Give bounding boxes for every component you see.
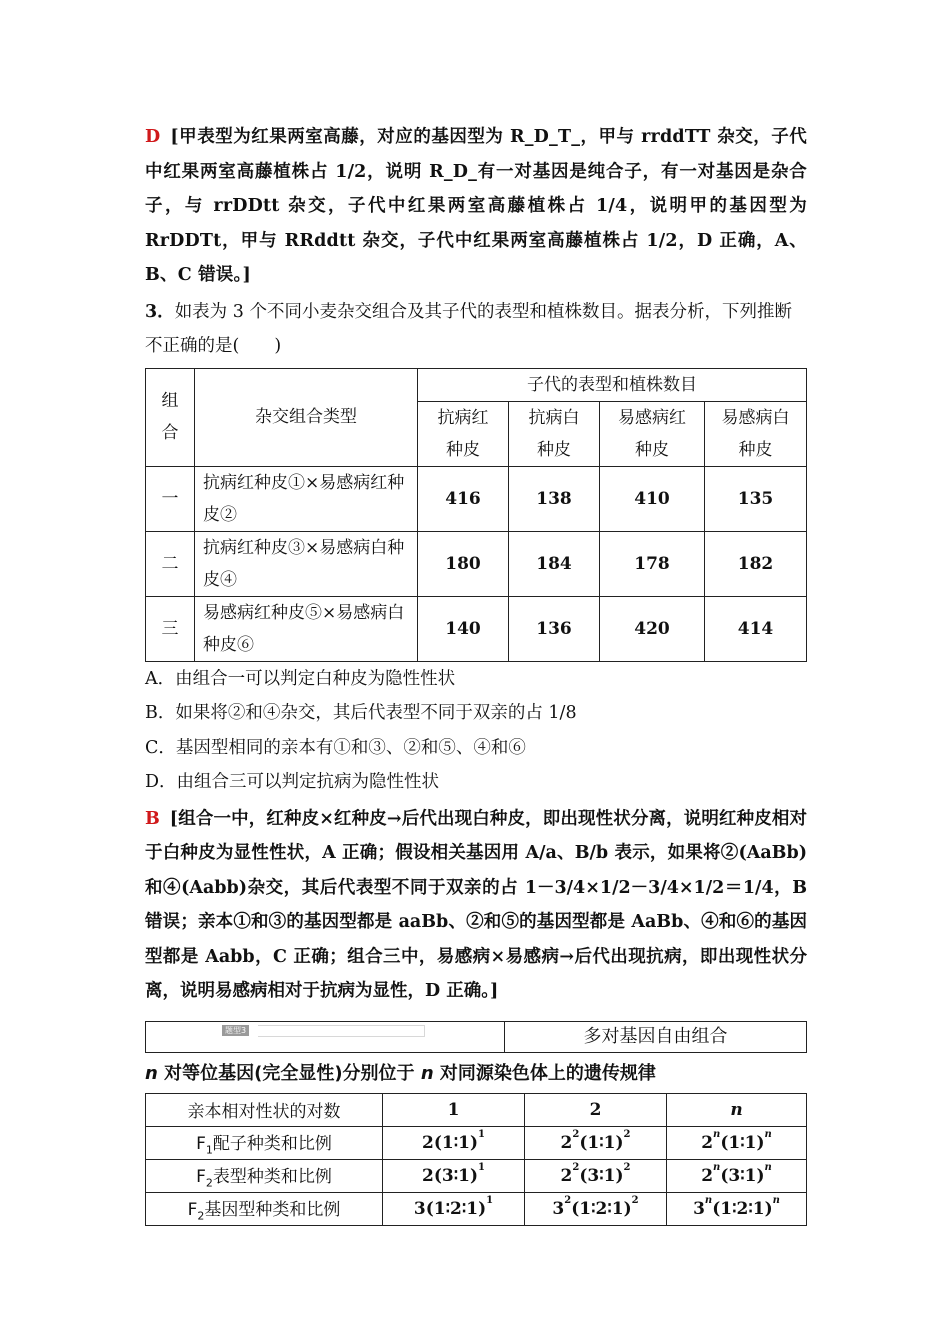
row-label-f2-genotype: $F_2$基因型种类和比例	[146, 1192, 383, 1225]
rule-header-n: n	[667, 1093, 807, 1126]
row-value: 420	[600, 596, 705, 661]
row-group: 二	[146, 531, 195, 596]
row-group: 一	[146, 466, 195, 531]
rule-title: n 对等位基因(完全显性)分别位于 n 对同源染色体上的遗传规律	[145, 1062, 656, 1084]
row-group: 三	[146, 596, 195, 661]
rule-cell: 2(1∶1)$^1$	[383, 1126, 525, 1159]
row-value: 138	[509, 466, 600, 531]
row-value: 410	[600, 466, 705, 531]
rule-table	[145, 1093, 807, 1226]
section-title: 多对基因自由组合	[583, 1025, 728, 1047]
option-c: C．基因型相同的亲本有①和③、②和⑤、④和⑥	[145, 737, 526, 758]
header-offspring: 子代的表型和植株数目	[418, 368, 807, 401]
row-value: 135	[705, 466, 807, 531]
row-label-f2-phenotype: $F_2$表型种类和比例	[146, 1159, 383, 1192]
answer-explanation: [组合一中，红种皮×红种皮→后代出现白种皮，即出现性状分离，说明红种皮相对于白种皮为显性性状，A 正确；假设相关基因用 A/a、B/b 表示，如果将②(AaBb)和④(Aabb)杂交，其后代表型不同于双亲的占 1－3/4×1/2－3/4×1/2＝1/4，B 错误；亲本①和③的基因型都是 aaBb、②和⑤的基因型都是 AaBb、④和⑥的基因型都是 Aabb，C 正确；组合三中，易感病×易感病→后代出现抗病，即出现性状分离，说明易感病相对于抗病为显性，D 正确。]	[145, 808, 807, 1001]
row-value: 414	[705, 596, 807, 661]
row-type: 抗病红种皮①×易感病红种皮②	[195, 466, 418, 531]
row-value: 136	[509, 596, 600, 661]
banner-left	[146, 1022, 505, 1052]
question-number: 3．	[145, 301, 175, 322]
rule-cell: $2^2(1∶1)^2$	[525, 1126, 667, 1159]
answer-letter: B	[145, 808, 160, 829]
rule-cell: 2(3∶1)$^1$	[383, 1159, 525, 1192]
table-row	[146, 1192, 807, 1225]
row-value: 140	[418, 596, 509, 661]
row-value: 184	[509, 531, 600, 596]
rule-header-2: 2	[525, 1093, 667, 1126]
answer-letter: D	[145, 127, 161, 147]
header-type: 杂交组合类型	[195, 368, 418, 466]
table-row	[146, 531, 807, 596]
tag-line	[258, 1025, 425, 1037]
row-type: 抗病红种皮③×易感病白种皮④	[195, 531, 418, 596]
row-label-f1-gametes: $F_1$配子种类和比例	[146, 1126, 383, 1159]
question-answer	[145, 802, 807, 1009]
option-a: A．由组合一可以判定白种皮为隐性性状	[145, 668, 456, 689]
row-value: 182	[705, 531, 807, 596]
rule-cell: 3(1∶2∶1)$^1$	[383, 1192, 525, 1225]
table-row	[146, 466, 807, 531]
subheader-0: 抗病红种皮	[418, 401, 509, 466]
subheader-2: 易感病红种皮	[600, 401, 705, 466]
rule-cell: 2$^n$(3∶1)$^n$	[667, 1159, 807, 1192]
rule-header-0: 亲本相对性状的对数	[146, 1093, 383, 1126]
table-row	[146, 596, 807, 661]
subheader-1: 抗病白种皮	[509, 401, 600, 466]
row-type: 易感病红种皮⑤×易感病白种皮⑥	[195, 596, 418, 661]
rule-cell: 2$^n$(1∶1)$^n$	[667, 1126, 807, 1159]
question-stem	[145, 295, 807, 364]
option-d: D．由组合三可以判定抗病为隐性性状	[145, 772, 440, 792]
answer-explanation: [甲表型为红果两室高藤，对应的基因型为 R_D_T_，甲与 rrddTT 杂交，子代中红果两室高藤植株占 1/2，说明 R_D_有一对基因是纯合子，有一对基因是杂合子，与 rrDDtt 杂交，子代中红果两室高藤植株占 1/4，说明甲的基因型为 RrDDTt，甲与 RRddtt 杂交，子代中红果两室高藤植株占 1/2，D 正确，A、B、C 错误。]	[145, 127, 807, 285]
previous-answer	[145, 120, 807, 293]
row-value: 416	[418, 466, 509, 531]
row-value: 180	[418, 531, 509, 596]
row-value: 178	[600, 531, 705, 596]
subheader-3: 易感病白种皮	[705, 401, 807, 466]
cross-table	[145, 368, 807, 662]
table-row	[146, 1159, 807, 1192]
section-tag: 题型3	[222, 1025, 249, 1036]
section-banner	[145, 1021, 807, 1053]
rule-cell: 3$^n$(1∶2∶1)$^n$	[667, 1192, 807, 1225]
table-row	[146, 1126, 807, 1159]
rule-cell: $2^2(3∶1)^2$	[525, 1159, 667, 1192]
rule-cell: $3^2(1∶2∶1)^2$	[525, 1192, 667, 1225]
header-group: 组合	[146, 368, 195, 466]
rule-header-1: 1	[383, 1093, 525, 1126]
page-content	[145, 120, 807, 1226]
question-text: 如表为 3 个不同小麦杂交组合及其子代的表型和植株数目。据表分析，下列推断不正确的是( )	[145, 301, 792, 356]
option-b: B．如果将②和④杂交，其后代表型不同于双亲的占 1/8	[145, 703, 577, 723]
